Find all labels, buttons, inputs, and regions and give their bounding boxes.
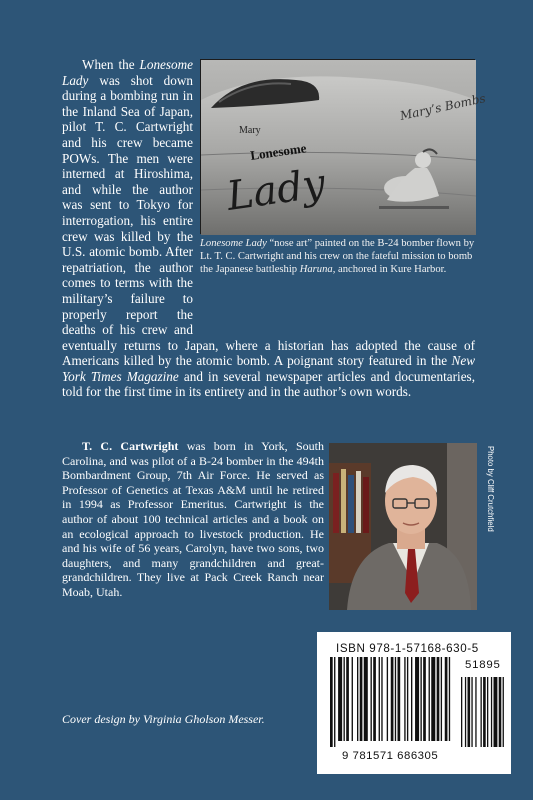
author-bio: T. C. Cartwright was born in York, South Carolina, and was pilot of a B-24 bomber in the 494th Bombardment Group, 7th Air Force. He served as Professor of Genetics at Texas A&M until he retired in 1994 as Professor Emeritus. Cartwright is the author of about 100 technical articles and a book on an ecological approach to livestock production. He and his wife of 56 years, Carolyn, have two sons, two daughters, and many grandchildren and great-grandchildren. They live at Pack Creek Ranch near Moab, Utah. (62, 439, 325, 599)
isbn-text: ISBN 978-1-57168-630-5 (336, 642, 479, 655)
bomber-nose-image (201, 60, 487, 235)
svg-text:Lonesome: Lonesome (249, 140, 308, 163)
nose-art-photo (200, 59, 487, 234)
barcode-label (317, 632, 511, 774)
author-photo (329, 443, 477, 610)
blurb (62, 57, 487, 400)
addon-number: 51895 (465, 659, 501, 671)
svg-text:Lady: Lady (223, 160, 329, 220)
cover-design-credit: Cover design by Virginia Gholson Messer. (62, 712, 265, 726)
svg-text:Mary’s Bombs: Mary’s Bombs (398, 91, 487, 123)
ean-number: 9 781571 686305 (342, 750, 439, 762)
blurb-paragraph: When the Lonesome Lady was shot down during a bombing run in the Inland Sea of Japan, pilot T. C. Cartwright and his crew became POWs. The men were interned at Hiroshima, and while the author was sent to Tokyo for interrogation, his entire crew was killed by the U.S. atomic bomb. After repatriation, the author comes to terms with the military’s failure to properly report the deaths of his crew and eventually returns to Japan, where a historian has adopted the cause of Americans killed by the atomic bomb. A poignant story featured in the New York Times Magazine and in several newspaper articles and documentaries, told for the first time in its entirety and in the author’s own words. (62, 57, 475, 400)
photo-credit: Photo by Cliff Crutchfield (486, 446, 495, 532)
author-name: T. C. Cartwright (82, 439, 179, 453)
svg-text:Mary: Mary (239, 125, 261, 136)
photo-caption: Lonesome Lady “nose art” painted on the B-24 bomber flown by Lt. T. C. Cartwright and his crew on the fateful mission to bomb the Japanese battleship Haruna, anchored in Kure Harbor. (200, 238, 475, 275)
author-portrait-image (329, 443, 477, 610)
nose-art-figure (200, 59, 487, 324)
